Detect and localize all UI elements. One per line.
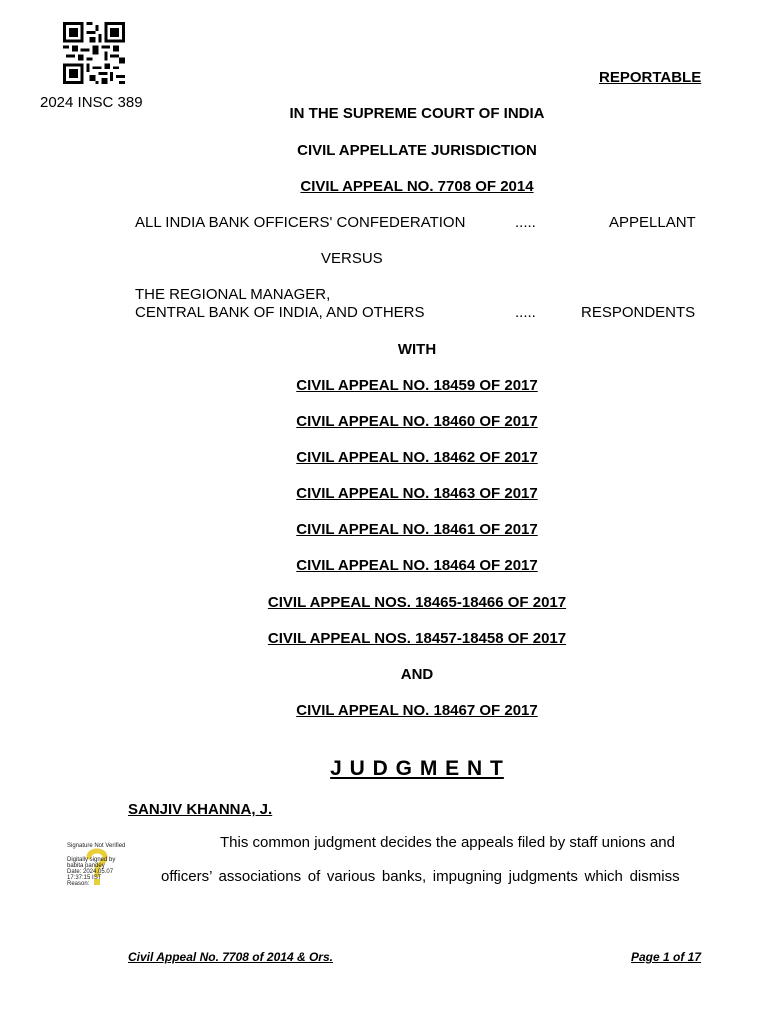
- signature-time: 17:37:15 IST: [67, 875, 102, 881]
- citation: 2024 INSC 389: [40, 94, 143, 111]
- jurisdiction: CIVIL APPELLATE JURISDICTION: [297, 142, 537, 159]
- connected-appeal: CIVIL APPEAL NO. 18461 OF 2017: [296, 521, 538, 538]
- footer-page-number: Page 1 of 17: [631, 950, 702, 964]
- main-appeal-number: CIVIL APPEAL NO. 7708 OF 2014: [300, 178, 534, 195]
- reportable-label: REPORTABLE: [599, 69, 702, 86]
- signature-digitally-signed: Digitally signed by: [67, 857, 116, 863]
- qr-code-icon: [62, 22, 126, 84]
- appellant-name: ALL INDIA BANK OFFICERS' CONFEDERATION: [135, 214, 466, 231]
- respondent-line-1: THE REGIONAL MANAGER,: [135, 286, 331, 303]
- appellant-role: APPELLANT: [609, 214, 696, 231]
- connected-appeal: CIVIL APPEAL NO. 18459 OF 2017: [296, 377, 538, 394]
- connected-appeal: CIVIL APPEAL NOS. 18465-18466 OF 2017: [267, 594, 567, 611]
- connected-appeal: CIVIL APPEAL NOS. 18457-18458 OF 2017: [267, 630, 567, 647]
- signature-signer: babita pandey: [67, 863, 105, 869]
- respondent-role: RESPONDENTS: [581, 304, 696, 321]
- connected-appeal: CIVIL APPEAL NO. 18460 OF 2017: [296, 413, 538, 430]
- last-connected-appeal: CIVIL APPEAL NO. 18467 OF 2017: [296, 702, 538, 719]
- signature-status: Signature Not Verified: [67, 843, 126, 849]
- with-label: WITH: [397, 341, 437, 358]
- signature-date: Date: 2024.05.07: [67, 869, 114, 875]
- connected-appeal: CIVIL APPEAL NO. 18463 OF 2017: [296, 485, 538, 502]
- connected-appeal: CIVIL APPEAL NO. 18462 OF 2017: [296, 449, 538, 466]
- respondent-dots: .....: [515, 304, 536, 321]
- footer-case-ref: Civil Appeal No. 7708 of 2014 & Ors.: [128, 950, 333, 964]
- judge-name: SANJIV KHANNA, J.: [128, 801, 273, 818]
- connected-appeal: CIVIL APPEAL NO. 18464 OF 2017: [296, 557, 538, 574]
- and-label: AND: [400, 666, 434, 683]
- paragraph-line: This common judgment decides the appeals filed by staff unions and: [220, 834, 675, 851]
- respondent-line-2: CENTRAL BANK OF INDIA, AND OTHERS: [135, 304, 425, 321]
- versus: VERSUS: [321, 250, 383, 267]
- paragraph-line: officers’ associations of various banks, impugning judgments which dismiss: [161, 868, 680, 885]
- judgment-heading: J U D G M E N T: [330, 757, 504, 780]
- signature-reason: Reason:: [67, 881, 90, 887]
- appellant-dots: .....: [515, 214, 536, 231]
- court-name: IN THE SUPREME COURT OF INDIA: [289, 105, 545, 122]
